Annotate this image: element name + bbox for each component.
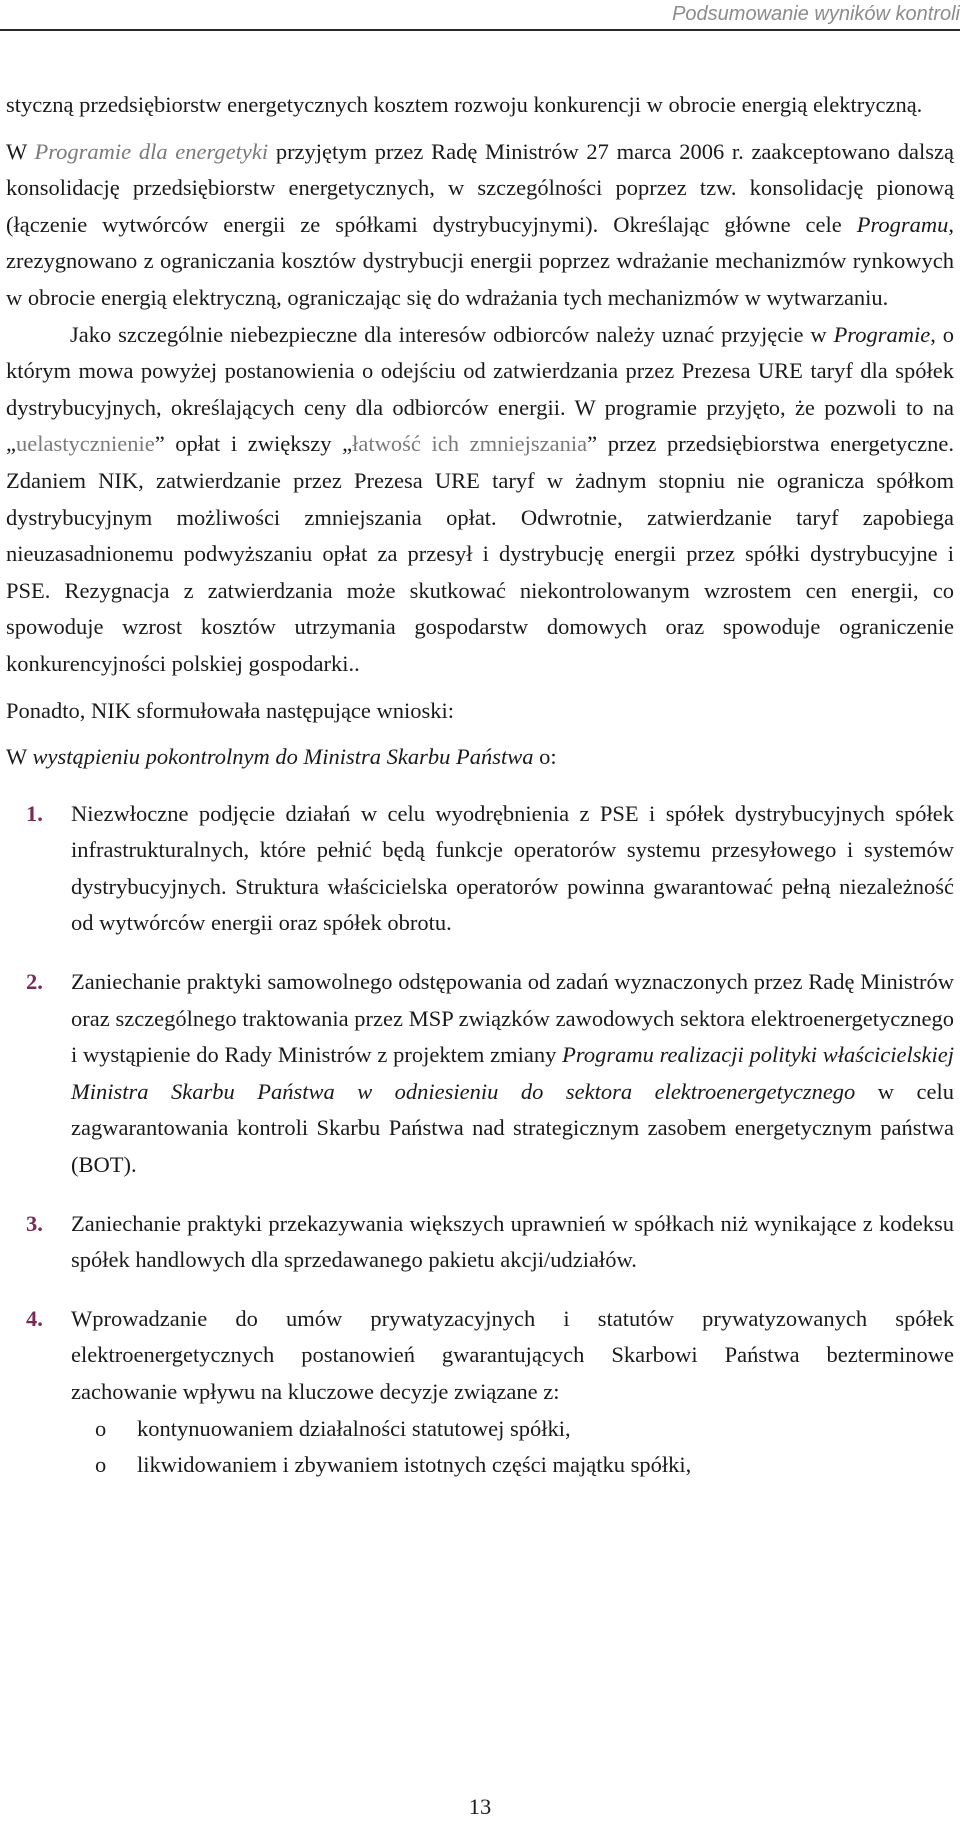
- p3-text-c: ” opłat i zwiększy „: [154, 431, 353, 457]
- sub-list-item: [71, 1447, 954, 1484]
- sub-list-item: [71, 1411, 954, 1448]
- program-short-ref: Programu: [856, 211, 949, 237]
- list-item-number: 4.: [26, 1305, 43, 1331]
- bullet-icon: o: [95, 1452, 107, 1478]
- quote-latwosc: łatwość ich zmniejszania: [352, 431, 588, 457]
- list-item-number: 2.: [26, 969, 43, 995]
- quote-uelastycznienie: uelastycznienie: [16, 431, 155, 457]
- p3-text-b: , o którym mowa powyżej postanowienia o odejściu od zatwierdzania przez Prezesa URE taryf dla spółek dystrybucyjnych, określających ceny dla odbiorców energii. W programie przyjęto, że pozwoli to na „: [6, 321, 954, 457]
- p5-text-a: W: [6, 744, 33, 770]
- page-number: 13: [468, 1794, 492, 1819]
- list-item: [6, 1206, 954, 1279]
- list-item-text: Zaniechanie praktyki przekazywania większych uprawnień w spółkach niż wynikające z kodeksu spółek handlowych dla sprzedawanego pakietu akcji/udziałów.: [71, 1210, 954, 1273]
- list-item-italic: Programu realizacji polityki właścicielskiej Ministra Skarbu Państwa w odniesieniu do sektora elektroenergetycznego: [71, 1042, 955, 1104]
- bullet-icon: o: [95, 1415, 107, 1441]
- header-rule: [0, 29, 960, 31]
- list-item-number: 3.: [26, 1210, 43, 1236]
- sub-list-item-text: likwidowaniem i zbywaniem istotnych części majątku spółki,: [137, 1452, 692, 1478]
- list-item: [6, 1301, 954, 1484]
- list-item-text-b: w celu zagwarantowania kontroli Skarbu Państwa nad strategicznym zasobem energetycznym państwa (BOT).: [71, 1078, 954, 1178]
- p2-text-a: W: [6, 138, 35, 164]
- programie-ref: Programie: [833, 321, 931, 347]
- list-item-text-a: Zaniechanie praktyki samowolnego odstępowania od zadań wyznaczonych przez Radę Ministrów oraz szczególnego traktowania przez MSP związków zawodowych sektora elektroenergetycznego i wystąpienie do Rady Ministrów z projektem zmiany: [71, 969, 954, 1068]
- p2-text-b: przyjętym przez Radę Ministrów 27 marca 2006 r. zaakceptowano dalszą konsolidację przedsiębiorstw energetycznych, w szczególności poprzez tzw. konsolidację pionową (łączenie wytwórców energii ze spółkami dystrybucyjnymi). Określając główne cele: [6, 138, 954, 237]
- list-item: [6, 964, 954, 1184]
- p3-text-a: Jako szczególnie niebezpieczne dla interesów odbiorców należy uznać przyjęcie w: [70, 321, 834, 347]
- header-title: Podsumowanie wyników kontroli: [672, 3, 960, 25]
- list-item-text: Niezwłoczne podjęcie działań w celu wyodrębnienia z PSE i spółek dystrybucyjnych spółek infrastrukturalnych, które pełnić będą funkcje operatorów systemu przesyłowego i systemów dystrybucyjnych. Struktura właścicielska operatorów powinna gwarantować pełną niezależność od wytwórców energii oraz spółek obrotu.: [71, 800, 954, 936]
- p5-text-b: o:: [533, 744, 557, 770]
- recommendations-list: [6, 796, 954, 1484]
- paragraph-1: styczną przedsiębiorstw energetycznych kosztem rozwoju konkurencji w obrocie energią elektryczną.: [6, 92, 923, 117]
- program-name-link[interactable]: Programie dla energetyki: [34, 138, 269, 164]
- paragraph-5: [6, 739, 954, 776]
- page-header: [0, 3, 960, 29]
- list-item-text: Wprowadzanie do umów prywatyzacyjnych i statutów prywatyzowanych spółek elektroenergetycznych postanowień gwarantujących Skarbowi Państwa bezterminowe zachowanie wpływu na kluczowe decyzje związane z:: [71, 1305, 954, 1404]
- document-body: [6, 87, 954, 1506]
- sub-list-item-text: kontynuowaniem działalności statutowej spółki,: [137, 1415, 571, 1441]
- paragraph-4: Ponadto, NIK sformułowała następujące wnioski:: [6, 697, 455, 723]
- paragraph-2: [6, 134, 954, 317]
- p2-text-c: , zrezygnowano z ograniczania kosztów dystrybucji energii poprzez wdrażanie mechanizmów rynkowych w obrocie energią elektryczną, ograniczając się do wdrażania tych mechanizmów w wytwarzaniu.: [6, 211, 954, 310]
- sub-list: [71, 1411, 954, 1484]
- list-item-number: 1.: [26, 800, 43, 826]
- p5-italic: wystąpieniu pokontrolnym do Ministra Skarbu Państwa: [32, 744, 534, 770]
- paragraph-3: [6, 317, 954, 683]
- list-item: [6, 796, 954, 942]
- p3-text-d: ” przez przedsiębiorstwa energetyczne. Zdaniem NIK, zatwierdzanie przez Prezesa URE taryf w żadnym stopniu nie ogranicza spółkom dystrybucyjnym możliwości zmniejszania opłat. Odwrotnie, zatwierdzanie taryf zapobiega nieuzasadnionemu podwyższaniu opłat za przesył i dystrybucję energii przez spółki dystrybucyjne i PSE. Rezygnacja z zatwierdzania może skutkować niekontrolowanym wzrostem cen energii, co spowoduje wzrost kosztów utrzymania gospodarstw domowych oraz spowoduje ograniczenie konkurencyjności polskiej gospodarki..: [6, 431, 954, 676]
